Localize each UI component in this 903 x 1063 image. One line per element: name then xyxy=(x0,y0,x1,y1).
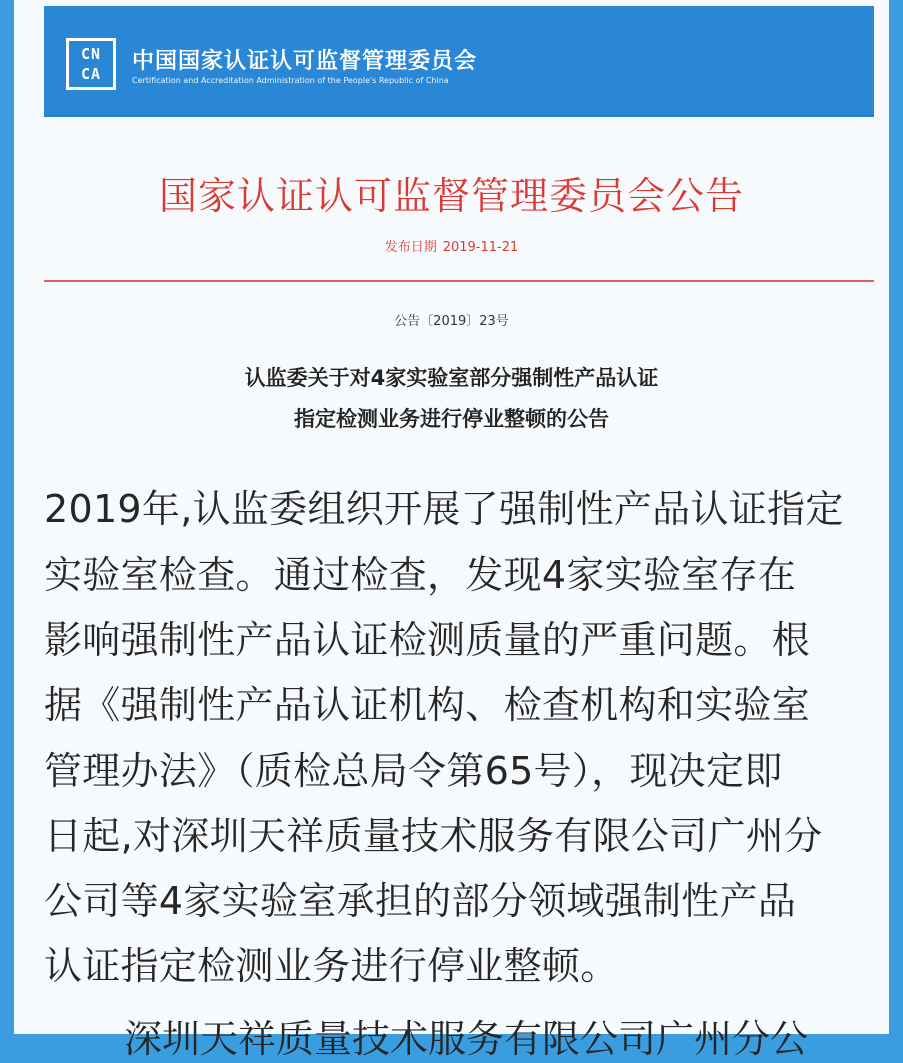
body-text-line: 影响强制性产品认证检测质量的严重问题。根 xyxy=(44,618,811,662)
notice-title: 国家认证认可监督管理委员会公告 xyxy=(158,174,744,218)
body-text-line: 据《强制性产品认证机构、检查机构和实验室 xyxy=(44,683,811,727)
title-divider xyxy=(44,280,874,282)
document-number: 公告〔2019〕23号 xyxy=(394,314,509,329)
body-text-line: 认证指定检测业务进行停业整顿。 xyxy=(44,944,619,988)
logo-text-top: CN xyxy=(80,45,102,63)
announcement-page[interactable] xyxy=(14,0,889,1061)
cnca-logo-icon xyxy=(66,38,116,90)
notice-heading-line-2: 指定检测业务进行停业整顿的公告 xyxy=(294,407,609,431)
body-text-next-line-partial: 深圳天祥质量技术服务有限公司广州分公 xyxy=(124,1017,809,1061)
org-name-en: Certification and Accreditation Administration of the People's Republic of China xyxy=(132,76,449,85)
publish-date-label: 发布日期 xyxy=(384,240,437,255)
publish-date-value: 2019-11-21 xyxy=(442,240,519,255)
body-text-line: 日起,对深圳天祥质量技术服务有限公司广州分 xyxy=(44,814,823,858)
body-text-line: 2019年,认监委组织开展了强制性产品认证指定 xyxy=(44,487,844,531)
logo-text-bottom: CA xyxy=(80,65,102,83)
body-text-line: 公司等4家实验室承担的部分领域强制性产品 xyxy=(44,879,797,923)
body-text-line: 管理办法》（质检总局令第65号），现决定即 xyxy=(44,749,783,793)
org-name-cn: 中国国家认证认可监督管理委员会 xyxy=(132,49,478,74)
header-banner xyxy=(44,6,874,117)
notice-heading-line-1: 认监委关于对4家实验室部分强制性产品认证 xyxy=(244,366,659,390)
body-text-line: 实验室检查。通过检查，发现4家实验室存在 xyxy=(44,553,797,597)
publish-date xyxy=(14,236,889,255)
